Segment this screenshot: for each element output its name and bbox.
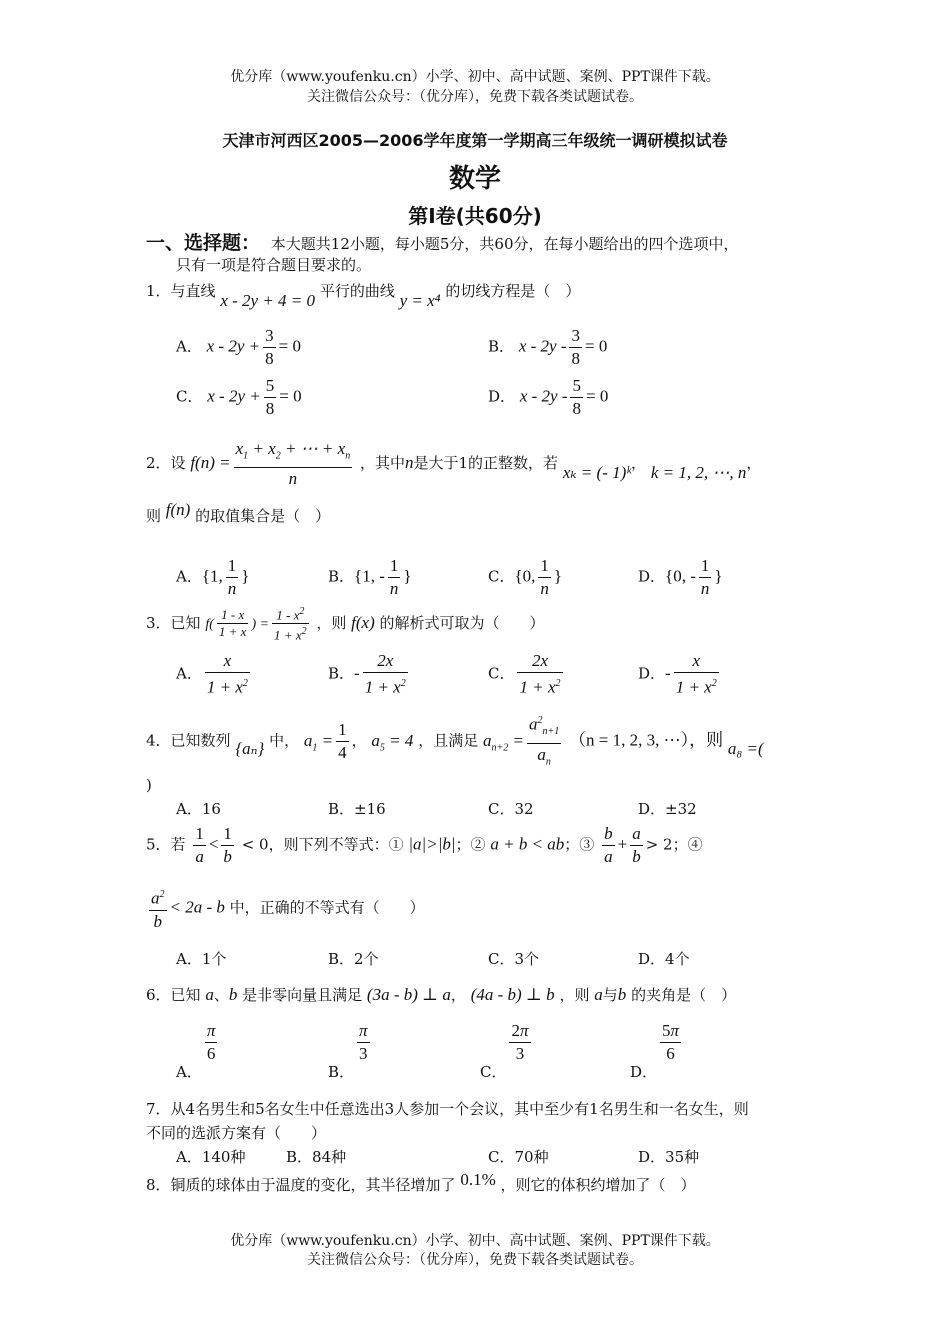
q2-mid1: ，其中	[359, 454, 405, 473]
q4-close: )	[146, 776, 152, 794]
q1-expr-b: x - 2y -	[518, 336, 567, 356]
q1-frac-b: $\frac{3}{8}$	[571, 326, 580, 368]
subject-title: 数学	[448, 164, 501, 194]
q1-eq-d: = 0	[585, 386, 609, 406]
q6-mid2: ，则	[559, 986, 590, 1004]
q4-option-b: B．±16	[328, 800, 386, 818]
q5-frac-ba: $\frac{b}{a}$	[604, 824, 613, 866]
q3-option-a: A． $\frac{x}{1 + x^2}$	[176, 651, 248, 697]
q3-label-c: C．	[488, 664, 515, 683]
q5-frac-1b: $\frac{1}{b}$	[223, 824, 232, 866]
q6-option-d: D． $\frac{5\pi}{6}$	[630, 1021, 680, 1081]
q4-cond: （n = 1, 2, 3, ⋯），则	[569, 730, 724, 750]
q2-line2a: 则	[146, 507, 162, 525]
q4-a1-lhs: $a_1$ =	[303, 730, 334, 754]
q6-c1: (3a - b) ⊥ a	[366, 985, 451, 1004]
q3-option-b: B．- $\frac{2x}{1 + x^2}$	[328, 651, 406, 697]
q1-option-a	[176, 325, 301, 370]
q3-frac-rhs: $\frac{1 - x^2}{1 + x^2}$	[274, 606, 307, 643]
exam-title: 天津市河西区2005—2006学年度第一学期高三年级统一调研模拟试卷	[222, 131, 728, 150]
q3-label-d: D．	[638, 664, 666, 683]
q5-option-c: C．3个	[488, 950, 540, 968]
q3-post: 的解析式可取为（ ）	[379, 613, 545, 632]
q2-line2b: 的取值集合是（ ）	[195, 507, 331, 525]
q4-option-c: C．32	[488, 800, 534, 818]
q5-stem: 5．若 $\frac{1}{a}$ < $\frac{1}{b}$ < 0，则下列不等式：① |a|>|b|；② a + b < ab；③ $\frac{b}{a}$ + $\frac{a}{b}$ > 2；④	[146, 824, 703, 866]
q2-frac: $\frac{x_1 + x_2 + \cdots + x_n}{n}$	[235, 439, 351, 489]
q6-a: a	[205, 985, 214, 1004]
q5-cond: < 0，则下列不等式：①	[241, 835, 404, 854]
q1-label-a: A．	[176, 337, 202, 356]
q1-pre: 1．与直线	[146, 282, 216, 300]
q1-expr-a: x - 2y +	[206, 336, 261, 356]
q6-c2: (4a - b) ⊥ b	[470, 985, 555, 1004]
section-heading: 一、选择题：	[146, 232, 261, 254]
q1-line: x - 2y + 4 = 0	[220, 291, 316, 310]
q8-pre: 8．铜质的球体由于温度的变化，其半径增加了	[146, 1176, 456, 1194]
q4-option-a: A．16	[176, 800, 221, 818]
q2-option-d: D．{0, - $\frac{1}{n}$ }	[638, 556, 723, 598]
q1-frac-c: $\frac{5}{8}$	[265, 376, 275, 418]
q3-pre: 3．已知	[146, 613, 201, 632]
q6-and: 与	[602, 986, 618, 1004]
q3-eq: ) =	[251, 616, 270, 632]
q5-option-b: B．2个	[328, 950, 379, 968]
q7-option-d: D．35种	[638, 1148, 700, 1166]
q6-post: 的夹角是（ ）	[631, 986, 737, 1004]
q6-mid1: 是非零向量且满足	[242, 986, 363, 1004]
q6-stem	[146, 984, 736, 1005]
q5-s3: ；③	[564, 835, 595, 854]
q4-a8: a₈ =(	[727, 738, 764, 758]
q2-option-c: C．{0, $\frac{1}{n}$ }	[488, 556, 563, 598]
q4-a1-frac: $\frac{1}{4}$	[338, 720, 347, 763]
q2-option-b: B．{1, - $\frac{1}{n}$ }	[328, 556, 412, 598]
q5-option-d: D．4个	[638, 950, 690, 968]
q2-option-a: A．{1, $\frac{1}{n}$ }	[176, 556, 250, 598]
q5-s2: ；②	[455, 835, 486, 854]
q1-eq-b: = 0	[584, 336, 608, 356]
q2-pre: 2．设	[146, 454, 186, 473]
q3-frac-lhs: $\frac{1 - x}{1 + x}$	[218, 607, 247, 640]
q5-s4: > 2；④	[645, 835, 703, 854]
q5-i2: a + b < ab	[490, 834, 565, 854]
q1-expr-d: x - 2y -	[519, 386, 568, 406]
q2-fn: f(n)	[165, 500, 191, 519]
q6-pre: 6．已知	[146, 986, 201, 1004]
q5-i1: |a|>|b|	[408, 834, 456, 854]
q1-eq-c: = 0	[279, 386, 302, 406]
q1-label-c: C．	[176, 387, 203, 406]
q8-stem	[146, 1170, 696, 1195]
q6-b: b	[228, 985, 238, 1004]
q4-an: {aₙ}	[235, 738, 265, 758]
q1-option-d	[488, 375, 608, 420]
q1-expr-c: x - 2y +	[207, 386, 261, 406]
q1-stem	[146, 280, 581, 310]
q3-stem	[146, 604, 545, 644]
q4-stem: 4．已知数列 {aₙ} 中， $a_1$ = $\frac{1}{4}$ ， $a_5 = 4$ ，且满足 $a_{n+2}$ = $\frac{a^2_{n+1}}{a_n}$ （n = 1, 2, 3, ⋯），则 a₈ =(	[146, 710, 764, 773]
q1-label-b: B．	[488, 337, 515, 356]
q8-pct: 0.1%	[460, 1170, 496, 1189]
q1-post: 的切线方程是（ ）	[445, 282, 581, 300]
q2-n: n	[404, 453, 414, 473]
q5-frac-a2b: $\frac{a^2}{b}$	[149, 884, 167, 933]
q6-option-b: B． $\frac{\pi}{3}$	[328, 1021, 368, 1081]
q3-fn-lhs: f(	[205, 616, 214, 632]
header-line-1: 优分库（www.youfenku.cn）小学、初中、高中试题、案例、PPT课件下载。	[230, 69, 720, 85]
q2-fn-def: f(n) =	[190, 453, 231, 473]
q5-option-a: A．1个	[176, 950, 227, 968]
q1-eq-a: = 0	[278, 336, 301, 356]
part-title: 第Ⅰ卷(共60分)	[408, 204, 542, 228]
q1-option-c	[176, 375, 302, 420]
q3-option-c: C． $\frac{2x}{1 + x^2}$	[488, 651, 561, 697]
q5-line2	[146, 884, 425, 933]
q2-xk: xₖ = (- 1)ᵏ	[562, 463, 632, 483]
q5-frac-ab: $\frac{a}{b}$	[632, 824, 641, 866]
section-heading-row	[146, 228, 739, 255]
q6-a2: a	[594, 985, 603, 1004]
q2-mid2: 是大于1的正整数，若	[413, 454, 559, 473]
q2-kset: k = 1, 2, ⋯, n	[650, 463, 747, 483]
q1-curve: y = x⁴	[399, 291, 441, 310]
q5-i4: < 2a - b	[169, 897, 225, 917]
q7-option-a: A．140种	[176, 1148, 246, 1166]
q6-b2: b	[617, 985, 627, 1004]
q6-option-c: C． $\frac{2\pi}{3}$	[480, 1021, 529, 1081]
q3-label-b: B．	[328, 664, 355, 683]
q3-option-d: D．- $\frac{x}{1 + x^2}$	[638, 651, 717, 697]
q7-option-c: C．70种	[488, 1148, 549, 1166]
footer-line-1: 优分库（www.youfenku.cn）小学、初中、高中试题、案例、PPT课件下载。	[230, 1233, 720, 1249]
q7-line2: 不同的选派方案有（ ）	[146, 1124, 327, 1142]
q6-option-a: A． $\frac{\pi}{6}$	[176, 1021, 216, 1081]
q4-recur-lhs: $a_{n+2}$ =	[482, 730, 524, 754]
q1-option-b	[488, 325, 607, 370]
q7-line1: 7．从4名男生和5名女生中任意选出3人参加一个会议，其中至少有1名男生和一名女生，则	[146, 1100, 749, 1118]
q3-fx: f(x)	[351, 612, 375, 632]
q1-mid: 平行的曲线	[319, 282, 395, 300]
q4-a5: $a_5 = 4$	[371, 730, 414, 754]
q4-recur-frac: $\frac{a^2_{n+1}}{a_n}$	[527, 710, 561, 773]
footer-line-2: 关注微信公众号：（优分库），免费下载各类试题试卷。	[307, 1252, 643, 1268]
q3-mid: ，则	[316, 613, 347, 632]
q2-stem: 2．设 f(n) = $\frac{x_1 + x_2 + \cdots + x_n}{n}$ ，其中n是大于1的正整数，若 xₖ = (- 1)ᵏ， k = 1, 2, ⋯, n，	[146, 439, 762, 489]
header-line-2: 关注微信公众号：（优分库），免费下载各类试题试卷。	[307, 89, 643, 105]
q1-frac-a: $\frac{3}{8}$	[265, 326, 274, 368]
q7-option-b: B．84种	[286, 1148, 347, 1166]
q1-frac-d: $\frac{5}{8}$	[572, 376, 581, 418]
q4-pre: 4．已知数列	[146, 731, 231, 750]
q6-comma: ，	[450, 986, 466, 1004]
q2-line2	[146, 500, 331, 526]
section-desc-1: 本大题共12小题，每小题5分，共60分，在每小题给出的四个选项中，	[270, 235, 739, 253]
q4-option-d: D．±32	[638, 800, 697, 818]
q5-frac-1a: $\frac{1}{a}$	[195, 824, 204, 866]
q5-line2-text: 中，正确的不等式有（ ）	[229, 898, 425, 917]
q8-post: ，则它的体积约增加了（ ）	[500, 1176, 696, 1194]
q5-pre: 5．若	[146, 835, 186, 854]
q4-mid1: 中，	[269, 731, 300, 750]
q3-label-a: A．	[176, 664, 202, 683]
q4-mid2: ，且满足	[418, 731, 479, 750]
q6-sep: 、	[213, 986, 229, 1004]
section-desc-2: 只有一项是符合题目要求的。	[176, 256, 372, 274]
q1-label-d: D．	[488, 387, 516, 406]
